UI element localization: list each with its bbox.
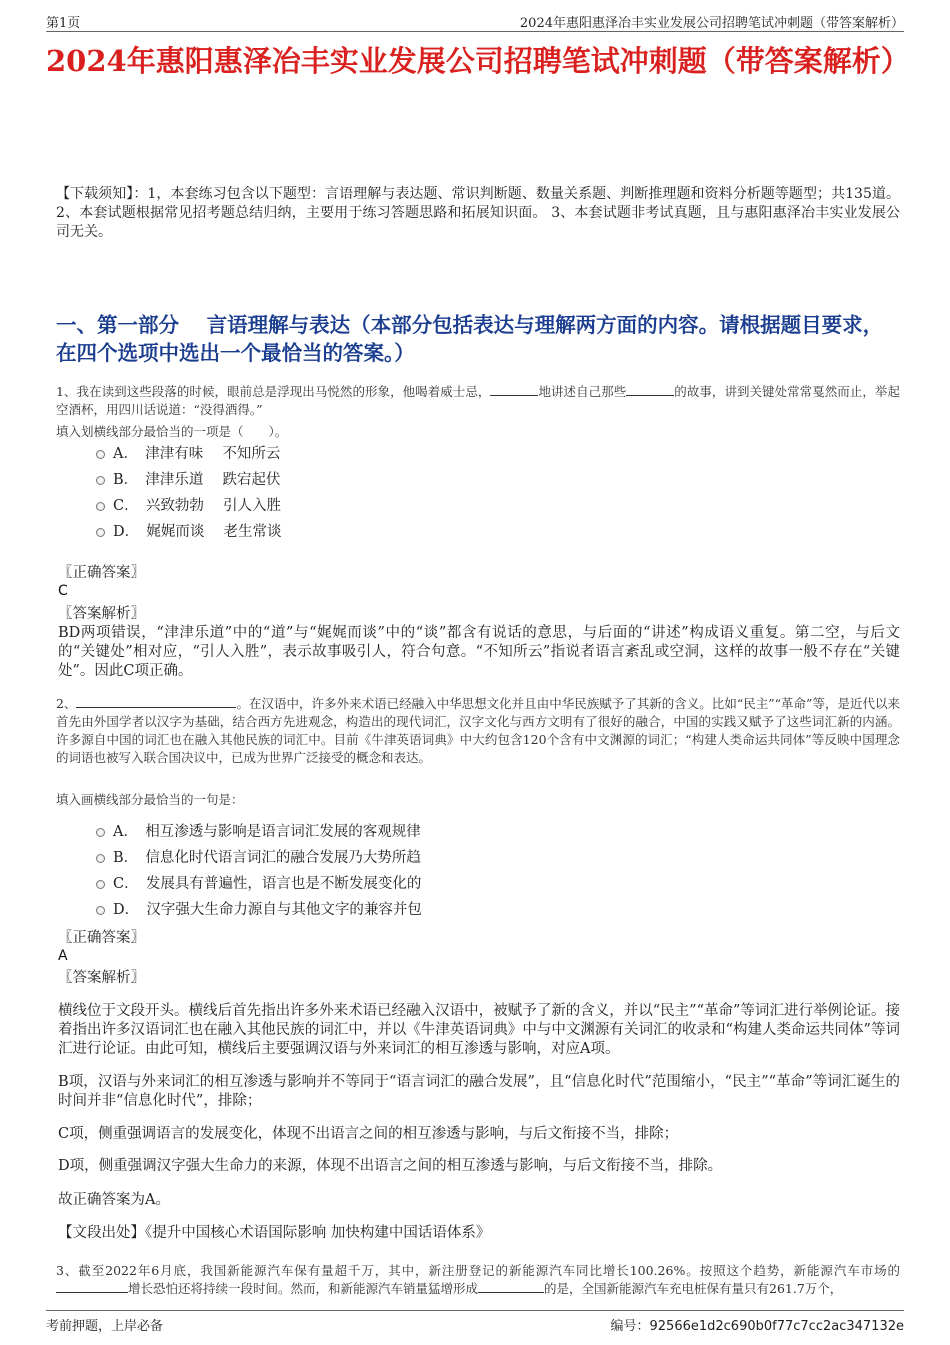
question-2-analysis-paragraph-4: D项，侧重强调汉字强大生命力的来源，体现不出语言之间的相互渗透与影响，与后文衔接不当，排除。 [58,1158,723,1174]
page-number: 第1页 [46,16,81,31]
download-notice: 【下载须知】：1，本套练习包含以下题型：言语理解与表达题、常识判断题、数量关系题、判断推理题和资料分析题等题型；共135道。 2、本套试题根据常见招考题总结归纳，主要用于练习答题思路和拓展知识面。 3、本套试题非考试真题，且与惠阳惠泽冶丰实业发展公司无关。 [56,186,900,240]
section-title: 一、第一部分 言语理解与表达（本部分包括表达与理解两方面的内容。请根据题目要求，在四个选项中选出一个最恰当的答案。） [56,313,884,365]
radio-icon[interactable] [96,906,105,915]
question-2-analysis-paragraph-2: B项，汉语与外来词汇的相互渗透与影响并不等同于“语言词汇的融合发展”，且“信息化时代”范围缩小，“民主”“革命”等词汇诞生的时间并非“信息化时代”，排除； [58,1074,900,1109]
footer-serial: 编号：92566e1d2c690b0f77c7cc2ac347132e [610,1319,904,1334]
question-2-answer: A [58,948,68,964]
question-3-blank-1 [56,1281,128,1293]
question-3-blank-2 [478,1281,544,1293]
radio-icon[interactable] [96,828,105,837]
question-1-analysis: BD两项错误，“津津乐道”中的“道”与“娓娓而谈”中的“谈”都含有说话的意思，与后面的“讲述”构成语义重复。第二空，与后文的“关键处”相对应，“引人入胜”，表示故事吸引人，符合句意。“不知所云”指说者语言紊乱或空洞，这样的故事一般不存在“关键处”。因此C项正确。 [58,625,900,679]
question-1-blank-2 [626,384,674,396]
question-1-option-b[interactable]: B． 津津乐道 跌宕起伏 [96,470,281,490]
question-2-analysis-paragraph-3: C项，侧重强调语言的发展变化，体现不出语言之间的相互渗透与影响，与后文衔接不当，排除； [58,1126,679,1142]
question-2-source: 【文段出处】《提升中国核心术语国际影响 加快构建中国话语体系》 [58,1225,491,1241]
question-2-analysis-label: 〖答案解析〗 [58,970,145,986]
question-1-answer: C [58,583,68,599]
question-2-answer-label: 〖正确答案〗 [58,930,145,946]
document-title: 2024年惠阳惠泽冶丰实业发展公司招聘笔试冲刺题（带答案解析） [46,44,910,78]
radio-icon[interactable] [96,502,105,511]
radio-icon[interactable] [96,450,105,459]
question-2-blank [76,696,236,708]
question-2-analysis-paragraph-1: 横线位于文段开头。横线后首先指出许多外来术语已经融入汉语中，被赋予了新的含义，并以“民主”“革命”等词汇进行举例论证。接着指出许多汉语词汇也在融入其他民族的词汇中，并以《牛津英语词典》中与中文渊源有关词汇的收录和“构建人类命运共同体”等词汇进行论证。由此可知，横线后主要强调汉语与外来词汇的相互渗透与影响，对应A项。 [58,1003,900,1057]
page-footer [46,1310,904,1332]
question-1-prompt: 填入划横线部分最恰当的一项是（ ）。 [56,424,288,439]
question-2-option-d[interactable]: D． 汉字强大生命力源自与其他文字的兼容并包 [96,900,422,920]
radio-icon[interactable] [96,854,105,863]
radio-icon[interactable] [96,528,105,537]
footer-slogan: 考前押题，上岸必备 [46,1319,164,1334]
serial-code: 92566e1d2c690b0f77c7cc2ac347132e [649,1319,904,1334]
page-header [46,12,904,32]
question-1-blank-1 [490,384,538,396]
question-1-option-c[interactable]: C． 兴致勃勃 引人入胜 [96,496,281,516]
question-2-analysis-conclusion: 故正确答案为A。 [58,1192,170,1208]
question-2-option-c[interactable]: C． 发展具有普遍性，语言也是不断发展变化的 [96,874,421,894]
question-2-prompt: 填入画横线部分最恰当的一句是： [56,792,244,807]
header-doc-title: 2024年惠阳惠泽冶丰实业发展公司招聘笔试冲刺题（带答案解析） [519,16,904,31]
radio-icon[interactable] [96,880,105,889]
question-2-option-a[interactable]: A． 相互渗透与影响是语言词汇发展的客观规律 [96,822,421,842]
radio-icon[interactable] [96,476,105,485]
question-2-option-b[interactable]: B． 信息化时代语言词汇的融合发展乃大势所趋 [96,848,421,868]
question-1-analysis-label: 〖答案解析〗 [58,606,145,622]
question-3-text: 3、截至2022年6月底，我国新能源汽车保有量超千万，其中，新注册登记的新能源汽车同比增长100.26%。按照这个趋势，新能源汽车市场的增长恐怕还将持续一段时间。然而，和新能源汽车销量猛增形成 的是，全国新能源汽车充电桩保有量只有261.7万个， [56,1263,901,1296]
question-2-text: 2、 。在汉语中，许多外来术语已经融入中华思想文化并且由中华民族赋予了其新的含义。比如“民主”“革命”等，是近代以来首先由外国学者以汉字为基础，结合西方先进观念，构造出的现代词汇，汉字文化与西方文明有了很好的融合，中国的实践又赋予了这些词汇新的内涵。许多源自中国的词汇也在融入其他民族的词汇中。目前《牛津英语词典》中大约包含120个含有中文渊源的词汇；“构建人类命运共同体”等反映中国理念的词语也被写入联合国决议中，已成为世界广泛接受的概念和表达。 [56,696,901,765]
question-1-option-a[interactable]: A． 津津有味 不知所云 [96,444,280,464]
question-1-option-d[interactable]: D． 娓娓而谈 老生常谈 [96,522,281,542]
question-1-text: 1、我在读到这些段落的时候，眼前总是浮现出马悦然的形象，他喝着威士忌， 地讲述自己那些 的故事，讲到关键处常常戛然而止，举起空酒杯，用四川话说道：“没得酒得。” [56,384,900,417]
question-1-answer-label: 〖正确答案〗 [58,565,145,581]
